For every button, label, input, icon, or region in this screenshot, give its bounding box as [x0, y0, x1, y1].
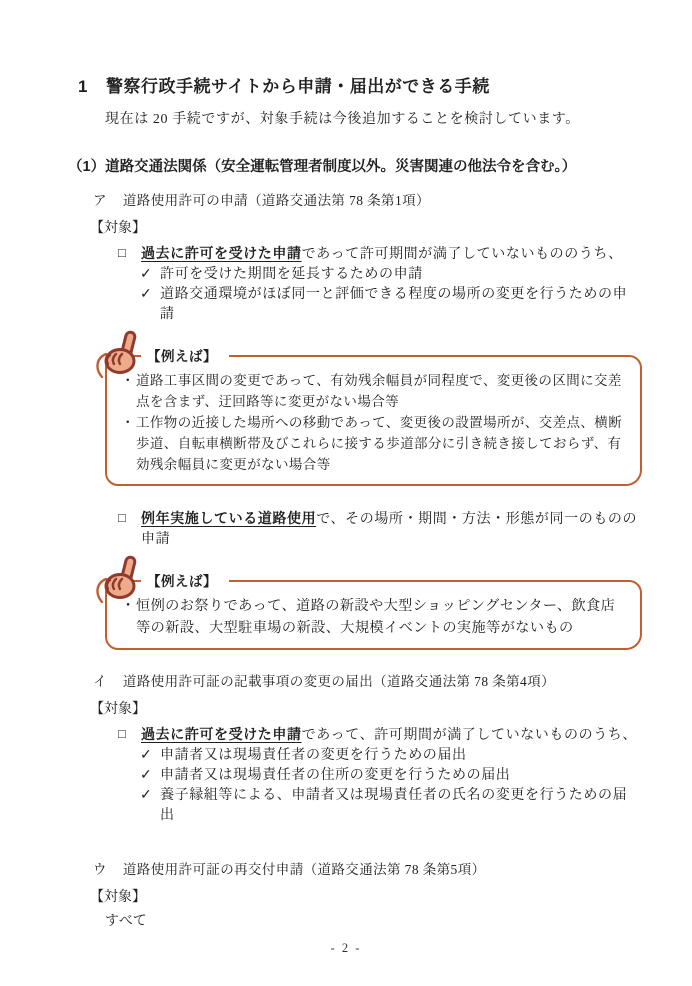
- example-bullet-text: 恒例のお祭りであって、道路の新設や大型ショッピングセンター、飲食店等の新設、大型駐車場の新設、大規模イベントの実施等がないもの: [136, 598, 616, 636]
- checkmark-icon: ✓: [140, 287, 153, 302]
- page-number: - 2 -: [330, 941, 362, 955]
- check-row-rest: で、その場所・期間・方法・形態が同一のものの申請: [141, 512, 638, 547]
- sub-check-row: [140, 766, 640, 786]
- item-u-target-value: すべて: [105, 914, 147, 929]
- checkmark-icon: ✓: [140, 788, 153, 803]
- check-row-text: [141, 508, 640, 550]
- check-row-lead: 過去に許可を受けた申請: [141, 726, 302, 742]
- check-row: [118, 243, 640, 265]
- pointing-hand-icon: [94, 555, 142, 603]
- item-i: [68, 672, 640, 826]
- item-u: [68, 860, 640, 932]
- example-bullet-text: 工作物の近接した場所への移動であって、変更後の設置場所が、交差点、横断歩道、自転車横断帯及びこれらに接する歩道部分に引き続き接しておらず、有効残余幅員に変更がない場合等: [136, 415, 623, 472]
- bullet-icon: ・: [121, 598, 136, 614]
- checkmark-icon: ✓: [140, 768, 153, 783]
- page-title-number: 1: [78, 77, 88, 96]
- page-title-text: 警察行政手続サイトから申請・届出ができる手続: [105, 77, 490, 96]
- item-u-kana: ウ: [93, 862, 107, 877]
- check-row-rest: であって、許可期間が満了していないもののうち、: [301, 728, 637, 743]
- sub-check-text: 道路交通環境がほぼ同一と評価できる程度の場所の変更を行うための申請: [160, 287, 628, 322]
- checkmark-icon: ✓: [140, 267, 153, 282]
- sub-check-row: [140, 746, 640, 766]
- checkmark-icon: ✓: [140, 748, 153, 763]
- item-i-title-text: 道路使用許可証の記載事項の変更の届出（道路交通法第 78 条第4項）: [122, 674, 556, 689]
- checkbox-icon: □: [118, 245, 127, 260]
- intro-paragraph: 現在は 20 手続ですが、対象手続は今後追加することを検討しています。: [105, 112, 580, 127]
- pointing-hand-icon: [94, 330, 142, 378]
- item-a-kana: ア: [93, 193, 107, 208]
- bullet-icon: ・: [121, 373, 135, 388]
- checkbox-icon: □: [118, 726, 127, 741]
- bullet-icon: ・: [121, 415, 135, 430]
- example-bullet: [121, 595, 628, 639]
- sub-check-text: 申請者又は現場責任者の変更を行うための届出: [160, 748, 467, 763]
- item-i-kana: イ: [93, 674, 107, 689]
- example-bullet: [121, 370, 628, 412]
- example-bullet-text: 道路工事区間の変更であって、有効残余幅員が同程度で、変更後の区間に交差点を含まず、迂回路等に変更がない場合等: [136, 373, 622, 409]
- example-label: 【例えば】: [141, 345, 229, 368]
- item-u-title: [93, 860, 640, 879]
- item-a-title-text: 道路使用許可の申請（道路交通法第 78 条第1項）: [122, 193, 430, 208]
- sub-check-text: 養子縁組等による、申請者又は現場責任者の氏名の変更を行うための届出: [160, 788, 628, 823]
- sub-check-row: [140, 265, 640, 285]
- item-a: [68, 191, 640, 650]
- item-a-title: [93, 191, 640, 210]
- sub-check-text: 申請者又は現場責任者の住所の変更を行うための届出: [160, 768, 511, 783]
- check-row-text: [141, 724, 637, 746]
- item-i-title: [93, 672, 640, 691]
- sub-check-text: 許可を受けた期間を延長するための申請: [160, 267, 423, 282]
- example-callout-box: [105, 574, 642, 650]
- example-bullet: [121, 412, 628, 475]
- check-row: [118, 508, 640, 550]
- check-row: [118, 724, 640, 746]
- checkbox-icon: □: [118, 510, 127, 525]
- section-heading: （1）道路交通法関係（安全運転管理者制度以外。災害関連の他法令を含む。）: [68, 159, 577, 175]
- sub-check-row: [140, 786, 640, 826]
- section-gap: [68, 826, 640, 860]
- example-callout-box: [105, 349, 642, 486]
- item-u-title-text: 道路使用許可証の再交付申請（道路交通法第 78 条第5項）: [122, 862, 486, 877]
- item-a-target-label: 【対象】: [90, 221, 146, 236]
- sub-check-row: [140, 285, 640, 325]
- check-row-rest: であって許可期間が満了していないもののうち、: [301, 247, 623, 262]
- check-row-lead: 過去に許可を受けた申請: [141, 245, 302, 261]
- check-row-text: [141, 243, 623, 265]
- example-label: 【例えば】: [141, 570, 229, 593]
- check-row-lead: 例年実施している道路使用: [141, 510, 317, 526]
- item-i-target-label: 【対象】: [90, 702, 146, 717]
- item-u-target-label: 【対象】: [90, 890, 146, 905]
- page-title: [78, 76, 640, 98]
